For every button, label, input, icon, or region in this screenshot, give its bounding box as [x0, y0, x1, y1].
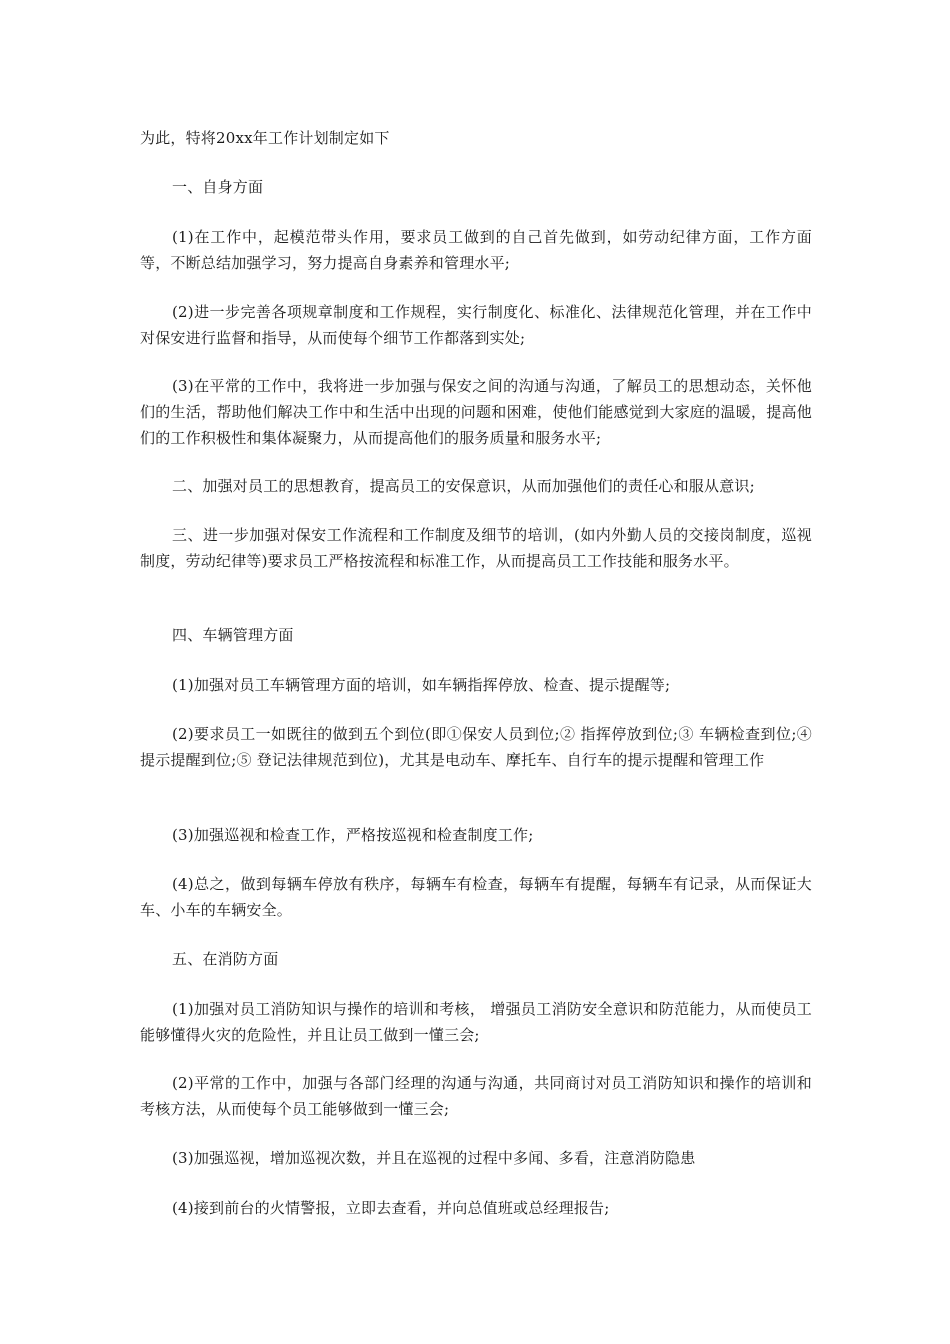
paragraph-fire-3: (3)加强巡视，增加巡视次数，并且在巡视的过程中多闻、多看，注意消防隐患: [172, 1149, 696, 1167]
section-heading-self: 一、自身方面: [172, 178, 264, 196]
paragraph-vehicles-4: (4)总之，做到每辆车停放有秩序，每辆车有检查，每辆车有提醒，每辆车有记录，从而保证大车、小车的车辆安全。: [140, 875, 812, 919]
paragraph-fire-2: (2)平常的工作中，加强与各部门经理的沟通与沟通，共同商讨对员工消防知识和操作的培训和考核方法，从而使每个员工能够做到一懂三会;: [140, 1074, 812, 1118]
section-heading-education: 二、加强对员工的思想教育，提高员工的安保意识，从而加强他们的责任心和服从意识;: [172, 477, 755, 495]
intro-paragraph: 为此，特将20xx年工作计划制定如下: [140, 129, 390, 147]
paragraph-vehicles-3: (3)加强巡视和检查工作，严格按巡视和检查制度工作;: [172, 826, 534, 844]
paragraph-self-1: (1)在工作中，起模范带头作用，要求员工做到的自己首先做到，如劳动纪律方面，工作方面等，不断总结加强学习，努力提高自身素养和管理水平;: [140, 228, 812, 272]
section-heading-training: 三、进一步加强对保安工作流程和工作制度及细节的培训，(如内外勤人员的交接岗制度，巡视制度，劳动纪律等)要求员工严格按流程和标准工作，从而提高员工工作技能和服务水平。: [140, 526, 812, 570]
document-page: [140, 0, 812, 1344]
section-heading-fire: 五、在消防方面: [172, 950, 279, 968]
paragraph-fire-4: (4)接到前台的火情警报，立即去查看，并向总值班或总经理报告;: [172, 1199, 610, 1217]
paragraph-vehicles-2: (2)要求员工一如既往的做到五个到位(即①保安人员到位;② 指挥停放到位;③ 车辆检查到位;④ 提示提醒到位;⑤ 登记法律规范到位)，尤其是电动车、摩托车、自行车的提示提醒和管理工作: [140, 725, 812, 769]
paragraph-vehicles-1: (1)加强对员工车辆管理方面的培训，如车辆指挥停放、检查、提示提醒等;: [172, 676, 671, 694]
paragraph-self-2: (2)进一步完善各项规章制度和工作规程，实行制度化、标准化、法律规范化管理，并在工作中对保安进行监督和指导，从而使每个细节工作都落到实处;: [140, 303, 812, 347]
paragraph-self-3: (3)在平常的工作中，我将进一步加强与保安之间的沟通与沟通，了解员工的思想动态，关怀他们的生活，帮助他们解决工作中和生活中出现的问题和困难，使他们能感觉到大家庭的温暖，提高他们的工作积极性和集体凝聚力，从而提高他们的服务质量和服务水平;: [140, 377, 812, 447]
paragraph-fire-1: (1)加强对员工消防知识与操作的培训和考核， 增强员工消防安全意识和防范能力，从而使员工能够懂得火灾的危险性，并且让员工做到一懂三会;: [140, 1000, 812, 1044]
section-heading-vehicles: 四、车辆管理方面: [172, 626, 294, 644]
